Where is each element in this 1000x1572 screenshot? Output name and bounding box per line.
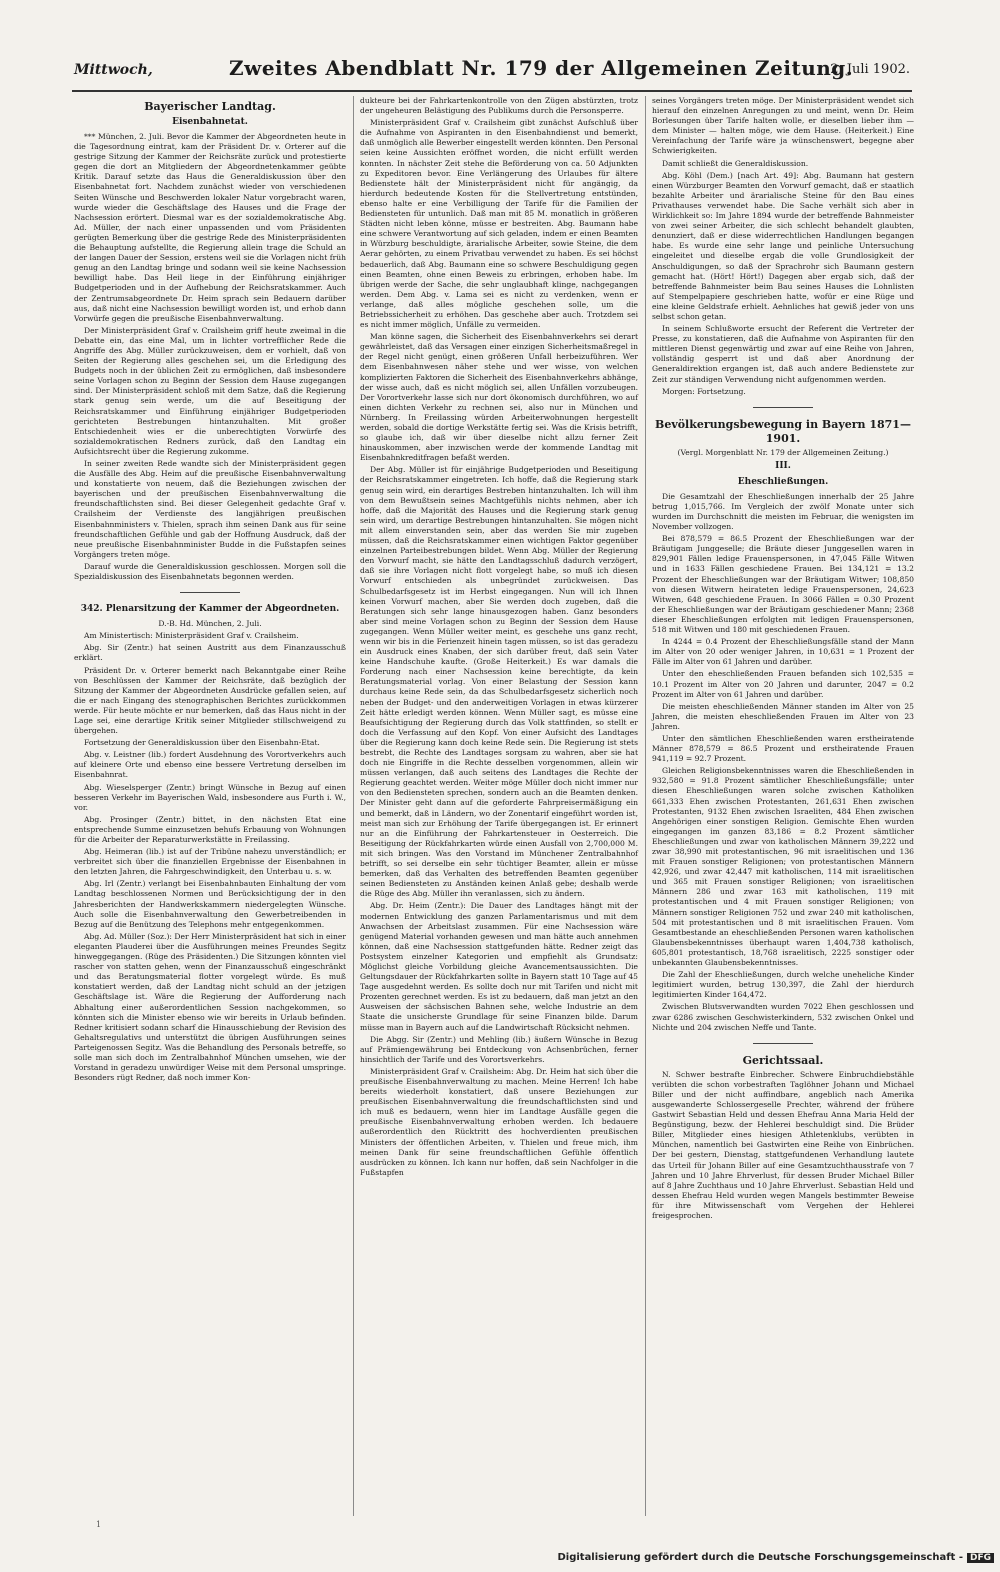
- article-paragraph: Die Zahl der Eheschließungen, durch welche uneheliche Kinder legitimiert wurden, betrug 130,397, die Zahl der hierdurch legitimierten Kinder 164,472.: [652, 970, 914, 1000]
- article-paragraph: Abg. Köhl (Dem.) [nach Art. 49]: Abg. Baumann hat gestern einen Würzburger Beamten den Vorwurf gemacht, daß er staatlich bezahlte Arbeiter und ärarialische Steine für den Bau eines Privathauses verwendet habe. Die Sache verhält sich aber in Wirklichkeit so: Im Jahre 1894 wurde der betreffende Bahnmeister von zwei seiner Arbeiter, die sich schlecht behandelt glaubten, denunziert, daß er diese widerrechtlichen Handlungen begangen habe. Es wurde eine sehr lange und peinliche Untersuchung eingeleitet und dieselbe ergab die volle Grundlosigkeit der Anschuldigungen, so daß der Sprachrohr sich Baumann gestern gemacht hat. (Hört! Hört!) Dagegen aber ergab sich, daß der betreffende Bahnmeister beim Bau seines Hauses die Lohnlisten auf Stempelpapiere geschrieben hatte, wofür er eine Rüge und eine kleine Geldstrafe erhielt. Aehnliches hat gewiß jeder von uns selbst schon getan.: [652, 170, 914, 321]
- column-2: [360, 96, 638, 1180]
- section-divider: [753, 1043, 813, 1044]
- column-3: [652, 96, 914, 1223]
- article-paragraph: Präsident Dr. v. Orterer bemerkt nach Bekanntgabe einer Reihe von Beschlüssen der Kammer der Reichsräte, daß bezüglich der Sitzung der Kammer der Abgeordneten Ausdrücke gefallen seien, auf die er nach Eingang des stenographischen Berichtes zurückkommen werde. Für heute möchte er nur bemerken, daß das Haus nicht in der Lage sei, eine derartige Kritik seiner Mitglieder stillschweigend zu übergehen.: [74, 665, 346, 736]
- article-paragraph: Gleichen Religionsbekenntnisses waren die Eheschließenden in 932,580 = 91.8 Prozent sämtlicher Eheschließungsfälle; unter diesen Eheschließungen waren solche zwischen Katholiken 661,333 Ehen zwischen Protestanten, 261,631 Ehen zwischen Protestanten, 9132 Ehen zwischen Israeliten, 484 Ehen zwischen Angehörigen einer sonstigen Religion. Gemischte Ehen wurden eingegangen im ganzen 83,186 = 8.2 Prozent sämtlicher Eheschließungen und zwar von katholischen Männern 39,222 und zwar 38,990 mit protestantischen, 96 mit israelitischen und 136 mit Frauen sonstiger Religionen; von protestantischen Männern 42,926, und zwar 42,447 mit katholischen, 114 mit israelitischen und 365 mit Frauen sonstiger Religionen; von israelitischen Männern 286 und zwar 163 mit katholischen, 119 mit protestantischen und 4 mit Frauen sonstiger Religionen; von Männern sonstiger Religionen 752 und zwar 240 mit katholischen, 504 mit protestantischen und 8 mit israelitischen Frauen. Vom Gesamtbestande an eheschließenden Personen waren katholischen Glaubensbekenntnisses überhaupt waren 1,404,738 katholisch, 605,801 protestantisch, 18,768 israelitisch, 2225 sonstiger oder unbekannten Glaubensbekenntnisses.: [652, 766, 914, 968]
- section-note: (Vergl. Morgenblatt Nr. 179 der Allgemeinen Zeitung.): [677, 447, 889, 457]
- article-paragraph: Unter den sämtlichen Eheschließenden waren erstheiratende Männer 878,579 = 86.5 Prozent und erstheiratende Frauen 941,119 = 92.7 Prozent.: [652, 733, 914, 764]
- footer-text: Digitalisierung gefördert durch die Deutsche Forschungsgemeinschaft -: [557, 1552, 963, 1563]
- article-paragraph: Abg. Prosinger (Zentr.) bittet, in den nächsten Etat eine entsprechende Summe einzusetzen behufs Erbauung von Wohnungen für die Arbeiter der Reparaturwerkstätte in Freilassing.: [74, 814, 346, 844]
- section-title-landtag: Bayerischer Landtag.: [144, 100, 276, 113]
- section-divider: [180, 592, 240, 593]
- masthead: [74, 56, 910, 86]
- article-paragraph: Zwischen Blutsverwandten wurden 7022 Ehen geschlossen und zwar 6286 zwischen Geschwisterkindern, 532 zwischen Onkel und Nichte und 204 zwischen Neffe und Tante.: [652, 1002, 914, 1032]
- article-paragraph: Die Abgg. Sir (Zentr.) und Mehling (lib.) äußern Wünsche in Bezug auf Prämiengewährung bei Entdeckung von Achsenbrüchen, ferner hinsichtlich der Tarife und des Vorortsverkehrs.: [360, 1034, 638, 1064]
- article-paragraph: *** München, 2. Juli. Bevor die Kammer der Abgeordneten heute in die Tagesordnung eintrat, kam der Präsident Dr. v. Orterer auf die gestrige Sitzung der Kammer der Reichsräte zurück und protestierte gegen die dort an Mitgliedern der Abgeordnetenkammer geübte Kritik. Darauf setzte das Haus die Generaldiskussion über den Eisenbahnetat fort. Nachdem zunächst wieder von verschiedenen Seiten Wünsche und Beschwerden lokaler Natur vorgebracht waren, wurde wieder die Geschäftslage des Hauses und die Frage der Nachsession erörtert. Diesmal war es der sozialdemokratische Abg. Ad. Müller, der nach einer unpassenden und vom Präsidenten gerügten Bemerkung über die gestrige Rede des Ministerpräsidenten die Behauptung aufstellte, die Regierung allein trage die Schuld an der langen Dauer der Session, erstens weil sie die Vorlagen nicht früh genug an den Landtag bringe und sodann weil sie keine Nachsession bewilligt habe. Das Heil liege in der Einführung einjähriger Budgetperioden und in der Aufhebung der Reichsratskammer. Auch der Zentrumsabgeordnete Dr. Heim sprach sein Bedauern darüber aus, daß nicht eine Nachsession bewilligt worden ist, und erhob dann Vorwürfe gegen die preußische Eisenbahnverwaltung.: [74, 132, 346, 323]
- article-paragraph: Ministerpräsident Graf v. Crailsheim: Abg. Dr. Heim hat sich über die preußische Eisenbahnverwaltung zu machen. Meine Herren! Ich habe bereits wiederholt konstatiert, daß unsere Beziehungen zur preußischen Eisenbahnverwaltung die freundschaftlichsten sind und ich muß es bedauern, wenn hier im Landtage Ausfälle gegen die preußische Eisenbahnverwaltung erhoben werden. Ich bedauere außerordentlich den Rücktritt des hochverdienten preußischen Ministers der öffentlichen Arbeiten, v. Thielen und freue mich, ihm meinen Dank für seine freundschaftlichen Gefühle öffentlich ausdrücken zu können. Ich kann nur hoffen, daß sein Nachfolger in die Fußstapfen: [360, 1066, 638, 1177]
- article-paragraph: Der Ministerpräsident Graf v. Crailsheim griff heute zweimal in die Debatte ein, das eine Mal, um in lichter vortrefflicher Rede die Angriffe des Abg. Müller zurückzuweisen, dem er vorhielt, daß von Seiten der Regierung alles geschehen sei, um die Erledigung des Budgets noch in der üblichen Zeit zu ermöglichen, daß insbesondere seine Vorlagen schon zu Beginn der Session dem Hause zugegangen sind. Der Ministerpräsident schloß mit dem Satze, daß die Regierung stark genug sein werde, um die auf Beseitigung der Reichsratskammer und Einführung einjähriger Budgetperioden gerichteten Bestrebungen hintanzuhalten. Mit großer Entschiedenheit wies er die unberechtigten Vorwürfe des sozialdemokratischen Redners zurück, daß den Landtag ein Aufsichtsrecht über die Regierung zukomme.: [74, 325, 346, 456]
- masthead-title: Zweites Abendblatt Nr. 179 der Allgemeinen Zeitung.: [229, 56, 854, 80]
- masthead-rule: [72, 90, 912, 92]
- article-paragraph: N. Schwer bestrafte Einbrecher. Schwere Einbruchdiebstähle verübten die schon vorbestraften Taglöhner Johann und Michael Biller und der nicht auffindbare, angeblich nach Amerika ausgewanderte Schlossergeselle Prechter, während der frühere Gastwirt Sebastian Held und dessen Ehefrau Anna Maria Held der Begünstigung, bezw. der Hehlerei beschuldigt sind. Die Brüder Biller, Mitglieder eines hiesigen Athletenklubs, verübten in München, namentlich bei Gastwirten eine Reihe von Einbrüchen. Der bei gestern, Dienstag, stattgefundenen Verhandlung lautete das Urteil für Johann Biller auf eine Gesamtzuchthausstrafe von 7 Jahren und 10 Jahre Ehrverlust, für dessen Bruder Michael Biller auf 8 Jahre Zuchthaus und 10 Jahre Ehrverlust. Sebastian Held und dessen Ehefrau Held wurden wegen Mangels bestimmter Beweise für ihre Mitwissenschaft vom Vergehen der Hehlerei freigesprochen.: [652, 1069, 914, 1220]
- article-paragraph: In 4244 = 0.4 Prozent der Eheschließungsfälle stand der Mann im Alter von 20 oder weniger Jahren, in 10,631 = 1 Prozent der Fälle im Alter von 61 Jahren und darüber.: [652, 637, 914, 667]
- article-paragraph: Fortsetzung der Generaldiskussion über den Eisenbahn-Etat.: [84, 738, 320, 748]
- article-paragraph: Damit schließt die Generaldiskussion.: [662, 158, 809, 168]
- article-paragraph: Abg. Wieselsperger (Zentr.) bringt Wünsche in Bezug auf einen besseren Verkehr im Bayerischen Wald, insbesondere aus Furth i. W., vor.: [74, 782, 346, 812]
- section-title-bevoelkerung: Bevölkerungsbewegung in Bayern 1871—1901.: [655, 417, 911, 445]
- article-paragraph: Darauf wurde die Generaldiskussion geschlossen. Morgen soll die Spezialdiskussion des Eisenbahnetats begonnen werden.: [74, 561, 346, 582]
- column-1: [74, 96, 346, 1085]
- article-paragraph: Die meisten eheschließenden Männer standen im Alter von 25 Jahren, die meisten eheschließenden Frauen im Alter von 23 Jahren.: [652, 701, 914, 731]
- section-subtitle-eisenbahnetat: Eisenbahnetat.: [172, 117, 248, 127]
- sitting-title: 342. Plenarsitzung der Kammer der Abgeordneten.: [80, 604, 340, 615]
- footer-credit: [557, 1552, 994, 1563]
- article-paragraph: Abg. Dr. Heim (Zentr.): Die Dauer des Landtages hängt mit der modernen Entwicklung des ganzen Parlamentarismus und mit dem Anwachsen der Arbeitslast zusammen. Für eine Nachsession wäre genügend Material vorhanden gewesen und man hätte auch annehmen können, daß eine Nachsession stattgefunden hätte. Redner zeigt das Postsystem einzelner Kategorien und empfiehlt als Grundsatz: Möglichst gleiche Vorbildung gleiche Avancementsaussichten. Die Geltungsdauer der Rückfahrkarten sollte in Bayern statt 10 Tage auf 45 Tage ausgedehnt werden. Es sollte doch nur mit Tarifen und nicht mit Prozenten gerechnet werden. Es ist zu bedauern, daß man jetzt an den Ausweisen der sächsischen Bahnen sehe, welche Industrie an dem Staate die unsicherste Grundlage für seine Finanzen bilde. Darum müsse man in Bayern auch auf die Landwirtschaft Rücksicht nehmen.: [360, 901, 638, 1032]
- article-paragraph: Abg. Ad. Müller (Soz.): Der Herr Ministerpräsident hat sich in einer eleganten Plauderei über die Ausführungen meines Freundes Segitz hinweggegangen. (Rüge des Präsidenten.) Die Sitzungen könnten viel rascher von statten gehen, wenn der Finanzausschuß eingeschränkt und das Beratungsmaterial flotter vorgelegt würde. Es muß konstatiert werden, daß der Landtag nicht schuld an der jetzigen Geschäftslage ist. Wäre die Regierung der Aufforderung nach Abhaltung einer außerordentlichen Session nachgekommen, so könnten sich die Minister ebenso wie wir bereits in Urlaub befinden. Redner kritisiert sodann scharf die Hinausschiebung der Revision des Gehaltsregulativs und unterstützt die übrigen Ausführungen seines Parteigenossen Segitz. Was die Behandlung des Personals betreffe, so solle man sich doch im Zentralbahnhof München umsehen, wie der Vorstand in geradezu unwürdiger Weise mit dem Personal umspringe. Besonders rügt Redner, daß noch immer Kon-: [74, 931, 346, 1083]
- section-numeral: III.: [775, 460, 791, 471]
- article-paragraph: Am Ministertisch: Ministerpräsident Graf v. Crailsheim.: [84, 631, 299, 641]
- dfg-logo: DFG: [967, 1553, 994, 1563]
- article-paragraph: Morgen: Fortsetzung.: [662, 386, 746, 396]
- section-title-gerichtssaal: Gerichtssaal.: [742, 1053, 824, 1067]
- column-divider: [353, 96, 354, 1516]
- article-paragraph: Abg. Heimeran (lib.) ist auf der Tribüne nahezu unverständlich; er verbreitet sich über die finanziellen Ergebnisse der Eisenbahnen in den letzten Jahren, die Fahrgeschwindigkeit, den Unterbau u. s. w.: [74, 847, 346, 877]
- column-divider: [645, 96, 646, 1516]
- article-paragraph: seines Vorgängers treten möge. Der Ministerpräsident wendet sich hierauf den einzelnen Anregungen zu und meint, wenn Dr. Heim Borlesungen über Tarife halten wolle, er dieselben lieber ihm — dem Minister — halten möge, wie dem Hause. (Heiterkeit.) Eine Vereinfachung der Tarife wäre ja wünschenswert, begegne aber Schwierigkeiten.: [652, 96, 914, 156]
- article-paragraph: Der Abg. Müller ist für einjährige Budgetperioden und Beseitigung der Reichsratskammer eingetreten. Ich hoffe, daß die Regierung stark genug sein wird, ein derartiges Bestreben hintanzuhalten. Ich will ihm von dem Bewußtsein seines Machtgefühls nichts nehmen, aber ich hoffe, daß die Majorität des Hauses und die Regierung stark genug sein wird, um derartige Bestrebungen hintanzuhalten. Sie mögen nicht mit allem einverstanden sein, aber das werden Sie mir zugeben müssen, daß die Reichsratskammer einen wichtigen Faktor gegenüber einzelnen Parteibestrebungen bildet. Wenn Abg. Müller der Regierung den Vorwurf macht, sie hätte den Landtagsschluß dadurch verzögert, daß sie ihre Vorlagen nicht flott vorgelegt habe, so muß ich diesen Vorwurf entschieden als unbegründet zurückweisen. Das Schulbedarfsgesetz ist im Herbst eingegangen. Nun will ich Ihnen keinen Vorwurf machen, aber Sie werden doch zugeben, daß die Beratungen sich sehr lange hinausgezogen haben. Ganz besonders aber sind meine Vorlagen schon zu Beginn der Session dem Hause zugegangen. Wenn Müller weiter meint, es geschehe uns ganz recht, wenn wir bis in die Ferienzeit hinein tagen müssen, so ist das geradezu ein Ausdruck eines Knaben, der sich darüber freut, daß sein Vater keine Handschuhe kaufte. (Große Heiterkeit.) Es war damals die Forderung nach einer Nachsession keine berechtigte, da kein Beratungsmaterial vorlag. Von einer Belastung der Session kann durchaus keine Rede sein, da das Schulbedarfsgesetz sicherlich noch neben der Budget- und den anderweitigen Vorlagen in etwas kürzerer Zeit hätte erledigt werden können. Wenn Müller sagt, es müsse eine Beaufsichtigung der Regierung durch das Volk stattfinden, so stellt er doch die Verfassung auf den Kopf. Von einer Aufsicht des Landtages über die Regierung kann doch keine Rede sein. Die Regierung ist stets bestrebt, die Rechte des Landtages sorgsam zu wahren, aber sie hat doch nie Eingriffe in die Rechte desselben vorgenommen, allein wir müssen verlangen, daß auch seitens des Landtages die Rechte der Regierung geachtet werden. Weiter möge Müller doch nicht immer nur von den Bediensteten sprechen, sondern auch an die Beamten denken. Der Minister geht dann auf die geforderte Fahrpreisermäßigung ein und bemerkt, daß in Ländern, wo der Zonentarif eingeführt worden ist, meist man sich zur Erhöhung der Tarife übergegangen ist. Er erinnert nur an die Einführung der Fahrkartensteuer in Oesterreich. Die Beseitigung der Rückfahrkarten würde einen Ausfall von 2,700,000 M. mit sich bringen. Was den Vorstand im Münchener Zentralbahnhof betrifft, so sei derselbe ein sehr tüchtiger Beamter, allein er müsse bemerken, daß das Verhalten des betreffenden Beamten gegenüber seinen Bediensteten zu Anständen keinen Anlaß gebe; deshalb werde die Rüge des Abg. Müller ihn veranlassen, sich zu ändern.: [360, 465, 638, 899]
- article-paragraph: Abg. Sir (Zentr.) hat seinen Austritt aus dem Finanzausschuß erklärt.: [74, 643, 346, 663]
- article-paragraph: In seinem Schlußworte ersucht der Referent die Vertreter der Presse, zu konstatieren, daß die Aufnahme von Aspiranten für den mittleren Dienst gegenwärtig und zwar auf eine Reihe von Jahren, vollständig gesperrt ist und daß aber Anordnung der Generaldirektion ergangen ist, daß auch andere Bedienstete zur Zeit zur ständigen Verwendung nicht aufgenommen werden.: [652, 324, 914, 384]
- page-number: 1: [96, 1520, 102, 1529]
- article-paragraph: Abg. Irl (Zentr.) verlangt bei Eisenbahnbauten Einhaltung der vom Landtag beschlossenen Normen und Berücksichtigung der in den Jahresberichten der Handwerkskammern niedergelegten Wünsche. Auch solle die Eisenbahnverwaltung den Gewerbetreibenden in Bezug auf die Benützung des Telephons mehr entgegenkommen.: [74, 879, 346, 929]
- masthead-date: 2. Juli 1902.: [830, 62, 910, 77]
- masthead-day: Mittwoch,: [74, 62, 153, 78]
- article-paragraph: Bei 878,579 = 86.5 Prozent der Eheschließungen war der Bräutigam Junggeselle; die Bräute dieser Junggesellen waren in 829,901 Fällen ledige Frauenspersonen, in 47,045 Fälle Witwen und in 1633 Fällen geschiedene Frauen. Bei 134,121 = 13.2 Prozent der Eheschließungen war der Bräutigam Witwer; 108,850 von diesen Witwern heirateten ledige Frauenspersonen, 24,623 Witwen, 648 geschiedene Frauen. In 3066 Fällen = 0.30 Prozent der Eheschließungen war der Bräutigam geschiedener Mann; 2368 dieser Eheschließungen erfolgten mit ledigen Frauenspersonen, 518 mit Witwen und 180 mit geschiedenen Frauen.: [652, 534, 914, 635]
- section-subtitle-eheschliessungen: Eheschließungen.: [737, 476, 829, 487]
- article-paragraph: dukteure bei der Fahrkartenkontrolle von den Zügen abstürzten, trotz der ungeheuren Belästigung des Publikums durch die Personsperre.: [360, 96, 638, 116]
- sitting-dateline: D.-B. Hd. München, 2. Juli.: [158, 619, 262, 629]
- article-paragraph: Ministerpräsident Graf v. Crailsheim gibt zunächst Aufschluß über die Aufnahme von Aspiranten in den Eisenbahndienst und bemerkt, daß unmöglich alle Bewerber eingestellt werden könnten. Den Personal seien keine Aussichten eröffnet worden, die nicht erfüllt werden konnten. In nächster Zeit stehe die Beförderung von ca. 50 Adjunkten zu Expeditoren bevor. Eine Verlängerung des Urlaubes für ältere Bedienstete hält der Ministerpräsident nicht für angängig, da hierdurch bedeutende Kosten für die Stellvertretung entstünden, ebenso halte er eine Verbilligung der Tarife für die Familien der Bediensteten für untunlich. Daß man mit 85 M. monatlich in größeren Städten nicht leben könne, müsse er bestreiten. Abg. Baumann habe eine schwere Verantwortung auf sich geladen, indem er einen Beamten in Würzburg beschuldigte, ärarialische Arbeiter, sowie Steine, die dem Aerar gehörten, zu einem Privatbau verwendet zu haben. Es sei höchst bedauerlich, daß Abg. Baumann eine so schwere Beschuldigung gegen einen Beamten, ohne einen Beweis zu erbringen, erhoben habe. Im übrigen werde der Sache, die sehr unglaubhaft klinge, nachgegangen werden. Dem Abg. v. Lama sei es nicht zu verdenken, wenn er verlange, daß alles mögliche geschehen solle, um die Betriebssicherheit zu erhöhen. Das geschehe aber auch. Trotzdem sei es nicht immer möglich, Unfälle zu vermeiden.: [360, 118, 638, 330]
- article-paragraph: In seiner zweiten Rede wandte sich der Ministerpräsident gegen die Ausfälle des Abg. Heim auf die preußische Eisenbahnverwaltung und konstatierte von neuem, daß die Beziehungen zwischen der bayerischen und der preußischen Eisenbahnverwaltung die freundschaftlichsten sind. Bei dieser Gelegenheit gedachte Graf v. Crailsheim der Verdienste des langjährigen preußischen Eisenbahnministers v. Thielen, sprach ihm seinen Dank aus für seine freundschaftlichen Gefühle und gab der Hoffnung Ausdruck, daß der neue preußische Eisenbahnminister Budde in die Fußstapfen seines Vorgängers treten möge.: [74, 459, 346, 559]
- article-paragraph: Unter den eheschließenden Frauen befanden sich 102,535 = 10.1 Prozent im Alter von 20 Jahren und darunter, 2047 = 0.2 Prozent im Alter von 61 Jahren und darüber.: [652, 669, 914, 699]
- article-paragraph: Die Gesamtzahl der Eheschließungen innerhalb der 25 Jahre betrug 1,015,766. Im Vergleich der zwölf Monate unter sich wurden im Durchschnitt die meisten im Februar, die wenigsten im November vollzogen.: [652, 491, 914, 532]
- article-paragraph: Abg. v. Leistner (lib.) fordert Ausdehnung des Vorortverkehrs auch auf kleinere Orte und ebenso eine bessere Vertretung derselben im Eisenbahnrat.: [74, 750, 346, 780]
- section-divider: [753, 407, 813, 408]
- article-paragraph: Man könne sagen, die Sicherheit des Eisenbahnverkehrs sei derart gewährleistet, daß das Versagen einer einzigen Sicherheitsmaßregel in der Regel nicht genügt, einen größeren Unfall herbeizuführen. Wer dem Eisenbahnwesen näher stehe und wer wisse, von welchen komplizierten Faktoren die Sicherheit des Eisenbahnverkehrs abhänge, der wisse auch, daß es nicht möglich sei, allen Unfällen vorzubeugen. Der Vorortverkehr lasse sich nur dort ökonomisch durchführen, wo auf einen dichten Verkehr zu rechnen sei, also nur in München und Nürnberg. In Freilassing würden Arbeiterwohnungen hergestellt werden, sobald die dortige Werkstätte fertig sei. Was die Krisis betrifft, so glaube ich, daß wir über dieselbe nicht allzu ferner Zeit hinauskommen, aber inzwischen werde der kommende Landtag mit Eisenbahnkreditfragen befaßt werden.: [360, 332, 638, 463]
